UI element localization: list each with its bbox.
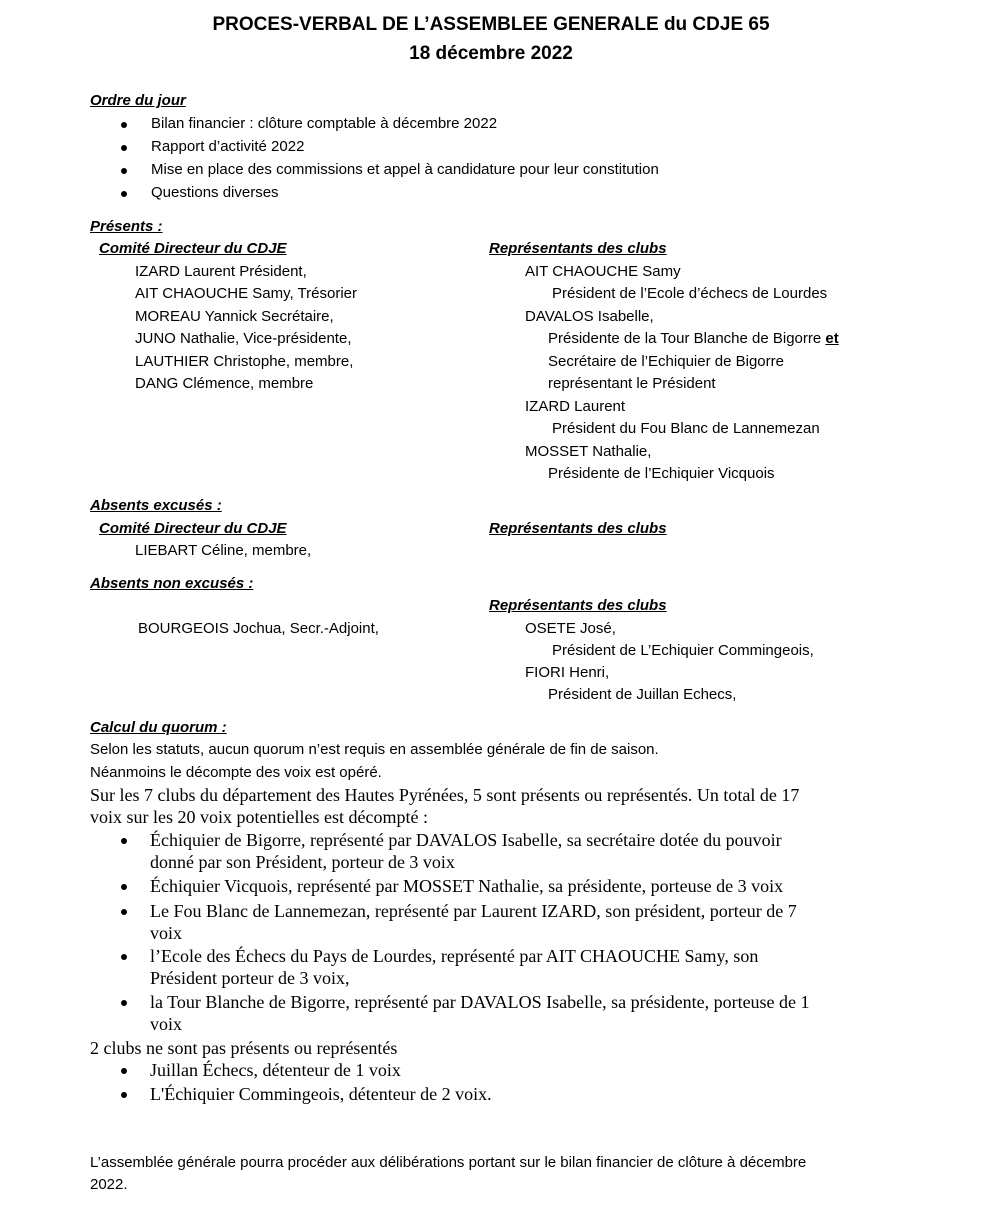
club-representative: FIORI Henri, — [525, 664, 610, 681]
absents-excuses-clubs-heading: Représentants des clubs — [489, 520, 667, 537]
bullet-icon — [121, 122, 127, 128]
quorum-item: Le Fou Blanc de Lannemezan, représenté par Laurent IZARD, son président, porteur de 7 — [150, 901, 797, 921]
bullet-icon — [121, 1092, 127, 1098]
club-representative: DAVALOS Isabelle, — [525, 308, 654, 325]
club-role — [548, 328, 839, 351]
club-role: Président de Juillan Echecs, — [548, 686, 737, 703]
comite-member: MOREAU Yannick Secrétaire, — [135, 308, 334, 325]
quorum-paragraph: Selon les statuts, aucun quorum n’est requis en assemblée générale de fin de saison. — [90, 741, 659, 758]
quorum-absent-club: L'Échiquier Commingeois, détenteur de 2 voix. — [150, 1084, 492, 1104]
bullet-icon — [121, 954, 127, 960]
bullet-icon — [121, 168, 127, 174]
quorum-item-cont: voix — [150, 1014, 183, 1034]
absent-member: BOURGEOIS Jochua, Secr.-Adjoint, — [138, 620, 379, 637]
quorum-item: l’Ecole des Échecs du Pays de Lourdes, représenté par AIT CHAOUCHE Samy, son — [150, 946, 759, 966]
club-role: représentant le Président — [548, 375, 716, 392]
bullet-icon — [121, 884, 127, 890]
club-representative: OSETE José, — [525, 620, 616, 637]
conjunction-et: et — [825, 330, 839, 347]
presents-comite-heading: Comité Directeur du CDJE — [99, 240, 287, 257]
absents-non-excuses-clubs-heading: Représentants des clubs — [489, 597, 667, 614]
comite-member: DANG Clémence, membre — [135, 375, 314, 392]
quorum-item: Échiquier Vicquois, représenté par MOSSET Nathalie, sa présidente, porteuse de 3 voix — [150, 876, 784, 896]
quorum-absent-club: Juillan Échecs, détenteur de 1 voix — [150, 1060, 401, 1080]
ordre-item: Rapport d’activité 2022 — [151, 138, 305, 155]
absent-member: LIEBART Céline, membre, — [135, 542, 312, 559]
club-role: Président du Fou Blanc de Lannemezan — [552, 420, 820, 437]
quorum-paragraph: voix sur les 20 voix potentielles est décompté : — [90, 807, 428, 827]
quorum-item: la Tour Blanche de Bigorre, représenté par DAVALOS Isabelle, sa présidente, porteuse de 1 — [150, 992, 810, 1012]
club-role: Secrétaire de l’Echiquier de Bigorre — [548, 353, 784, 370]
bullet-icon — [121, 1068, 127, 1074]
presents-heading: Présents : — [90, 218, 163, 235]
club-representative: AIT CHAOUCHE Samy — [525, 263, 681, 280]
document-date: 18 décembre 2022 — [409, 43, 573, 64]
conclusion-text: L’assemblée générale pourra procéder aux délibérations portant sur le bilan financier de clôture à décembre — [90, 1154, 807, 1171]
comite-member: LAUTHIER Christophe, membre, — [135, 353, 354, 370]
quorum-paragraph: Néanmoins le décompte des voix est opéré. — [90, 764, 382, 781]
bullet-icon — [121, 838, 127, 844]
comite-member: AIT CHAOUCHE Samy, Trésorier — [135, 285, 357, 302]
bullet-icon — [121, 1000, 127, 1006]
quorum-item-cont: voix — [150, 923, 183, 943]
quorum-item-cont: donné par son Président, porteur de 3 voix — [150, 852, 455, 872]
bullet-icon — [121, 909, 127, 915]
quorum-paragraph: Sur les 7 clubs du département des Hautes Pyrénées, 5 sont présents ou représentés. Un total de 17 — [90, 785, 800, 805]
club-role: Présidente de l’Echiquier Vicquois — [548, 465, 775, 482]
quorum-heading: Calcul du quorum : — [90, 719, 227, 736]
presents-clubs-heading: Représentants des clubs — [489, 240, 667, 257]
quorum-item-cont: Président porteur de 3 voix, — [150, 968, 350, 988]
club-role-text: Présidente de la Tour Blanche de Bigorre — [548, 330, 822, 347]
ordre-item: Questions diverses — [151, 184, 279, 201]
quorum-item: Échiquier de Bigorre, représenté par DAVALOS Isabelle, sa secrétaire dotée du pouvoir — [150, 830, 782, 850]
quorum-paragraph: 2 clubs ne sont pas présents ou représentés — [90, 1038, 398, 1058]
absents-excuses-comite-heading: Comité Directeur du CDJE — [99, 520, 287, 537]
absents-excuses-heading: Absents excusés : — [90, 497, 222, 514]
absents-non-excuses-heading: Absents non excusés : — [90, 575, 254, 592]
bullet-icon — [121, 145, 127, 151]
club-representative: IZARD Laurent — [525, 398, 626, 415]
club-role: Président de l’Ecole d’échecs de Lourdes — [552, 285, 828, 302]
ordre-item: Mise en place des commissions et appel à candidature pour leur constitution — [151, 161, 659, 178]
bullet-icon — [121, 191, 127, 197]
club-representative: MOSSET Nathalie, — [525, 443, 652, 460]
comite-member: IZARD Laurent Président, — [135, 263, 307, 280]
comite-member: JUNO Nathalie, Vice-présidente, — [135, 330, 352, 347]
ordre-item: Bilan financier : clôture comptable à décembre 2022 — [151, 115, 498, 132]
conclusion-text: 2022. — [90, 1176, 128, 1193]
document-title: PROCES-VERBAL DE L’ASSEMBLEE GENERALE du CDJE 65 — [212, 14, 770, 35]
ordre-du-jour-heading: Ordre du jour — [90, 92, 186, 109]
club-role: Président de L’Echiquier Commingeois, — [552, 642, 814, 659]
